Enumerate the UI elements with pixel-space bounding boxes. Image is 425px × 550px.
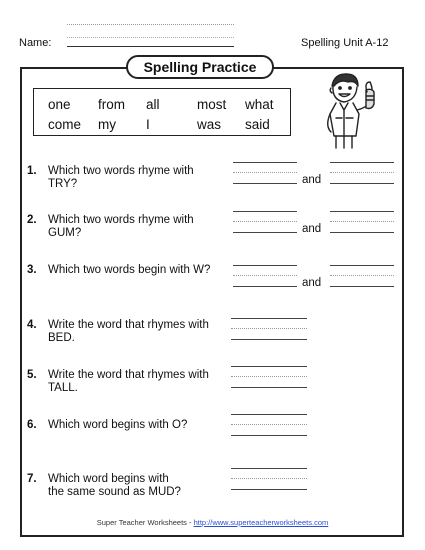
question-text: Which two words begin with W? <box>48 264 211 276</box>
word-bank-word: all <box>146 97 160 112</box>
name-guide-top <box>67 24 234 25</box>
answer-midline <box>231 376 307 377</box>
unit-label: Spelling Unit A-12 <box>301 37 389 49</box>
answer-line[interactable] <box>231 387 307 388</box>
question-text: Write the word that rhymes with <box>48 369 209 381</box>
word-bank-word: my <box>98 117 116 132</box>
answer-midline <box>233 275 297 276</box>
word-bank-word: from <box>98 97 125 112</box>
answer-midline <box>231 424 307 425</box>
question-text: BED. <box>48 332 75 344</box>
page-title: Spelling Practice <box>126 55 274 79</box>
footer-text: Super Teacher Worksheets - <box>96 518 194 527</box>
answer-line[interactable] <box>231 489 307 490</box>
answer-guide-line <box>330 211 394 212</box>
word-bank-word: I <box>146 117 150 132</box>
answer-guide-line <box>231 318 307 319</box>
question-number: 5. <box>27 369 37 381</box>
question-number: 7. <box>27 473 37 485</box>
name-write-line[interactable] <box>67 46 234 47</box>
and-label: and <box>302 277 322 289</box>
question-number: 3. <box>27 264 37 276</box>
answer-midline <box>231 478 307 479</box>
question-text: Which two words rhyme with <box>48 214 194 226</box>
answer-line[interactable] <box>231 435 307 436</box>
question-number: 4. <box>27 319 37 331</box>
question-text: TALL. <box>48 382 78 394</box>
word-bank-word: was <box>197 117 222 132</box>
answer-line[interactable] <box>231 339 307 340</box>
answer-line[interactable] <box>233 183 297 184</box>
word-bank-word: what <box>245 97 274 112</box>
question-text: Which word begins with <box>48 473 169 485</box>
question-number: 1. <box>27 165 37 177</box>
answer-guide-line <box>233 211 297 212</box>
footer-link[interactable]: http://www.superteacherworksheets.com <box>193 518 329 527</box>
question-number: 2. <box>27 214 37 226</box>
answer-line[interactable] <box>330 183 394 184</box>
word-bank-word: most <box>197 97 227 112</box>
answer-line[interactable] <box>233 286 297 287</box>
word-bank-word: one <box>48 97 71 112</box>
word-bank-word: come <box>48 117 82 132</box>
question-text: Which two words rhyme with <box>48 165 194 177</box>
answer-guide-line <box>330 162 394 163</box>
and-label: and <box>302 223 322 235</box>
word-bank-word: said <box>245 117 270 132</box>
answer-midline <box>233 221 297 222</box>
answer-midline <box>231 328 307 329</box>
answer-midline <box>330 221 394 222</box>
answer-midline <box>233 172 297 173</box>
name-label: Name: <box>19 37 52 49</box>
answer-midline <box>330 172 394 173</box>
answer-line[interactable] <box>330 232 394 233</box>
boy-thumbs-up-illustration <box>322 70 392 150</box>
question-text: the same sound as MUD? <box>48 486 181 498</box>
question-text: GUM? <box>48 227 82 239</box>
answer-guide-line <box>233 265 297 266</box>
answer-guide-line <box>330 265 394 266</box>
and-label: and <box>302 174 322 186</box>
footer <box>0 518 425 527</box>
answer-midline <box>330 275 394 276</box>
name-guide-mid <box>67 37 234 38</box>
question-text: Which word begins with O? <box>48 419 188 431</box>
question-text: Write the word that rhymes with <box>48 319 209 331</box>
question-text: TRY? <box>48 178 78 190</box>
question-number: 6. <box>27 419 37 431</box>
answer-guide-line <box>231 414 307 415</box>
answer-line[interactable] <box>330 286 394 287</box>
answer-guide-line <box>233 162 297 163</box>
answer-line[interactable] <box>233 232 297 233</box>
answer-guide-line <box>231 468 307 469</box>
answer-guide-line <box>231 366 307 367</box>
